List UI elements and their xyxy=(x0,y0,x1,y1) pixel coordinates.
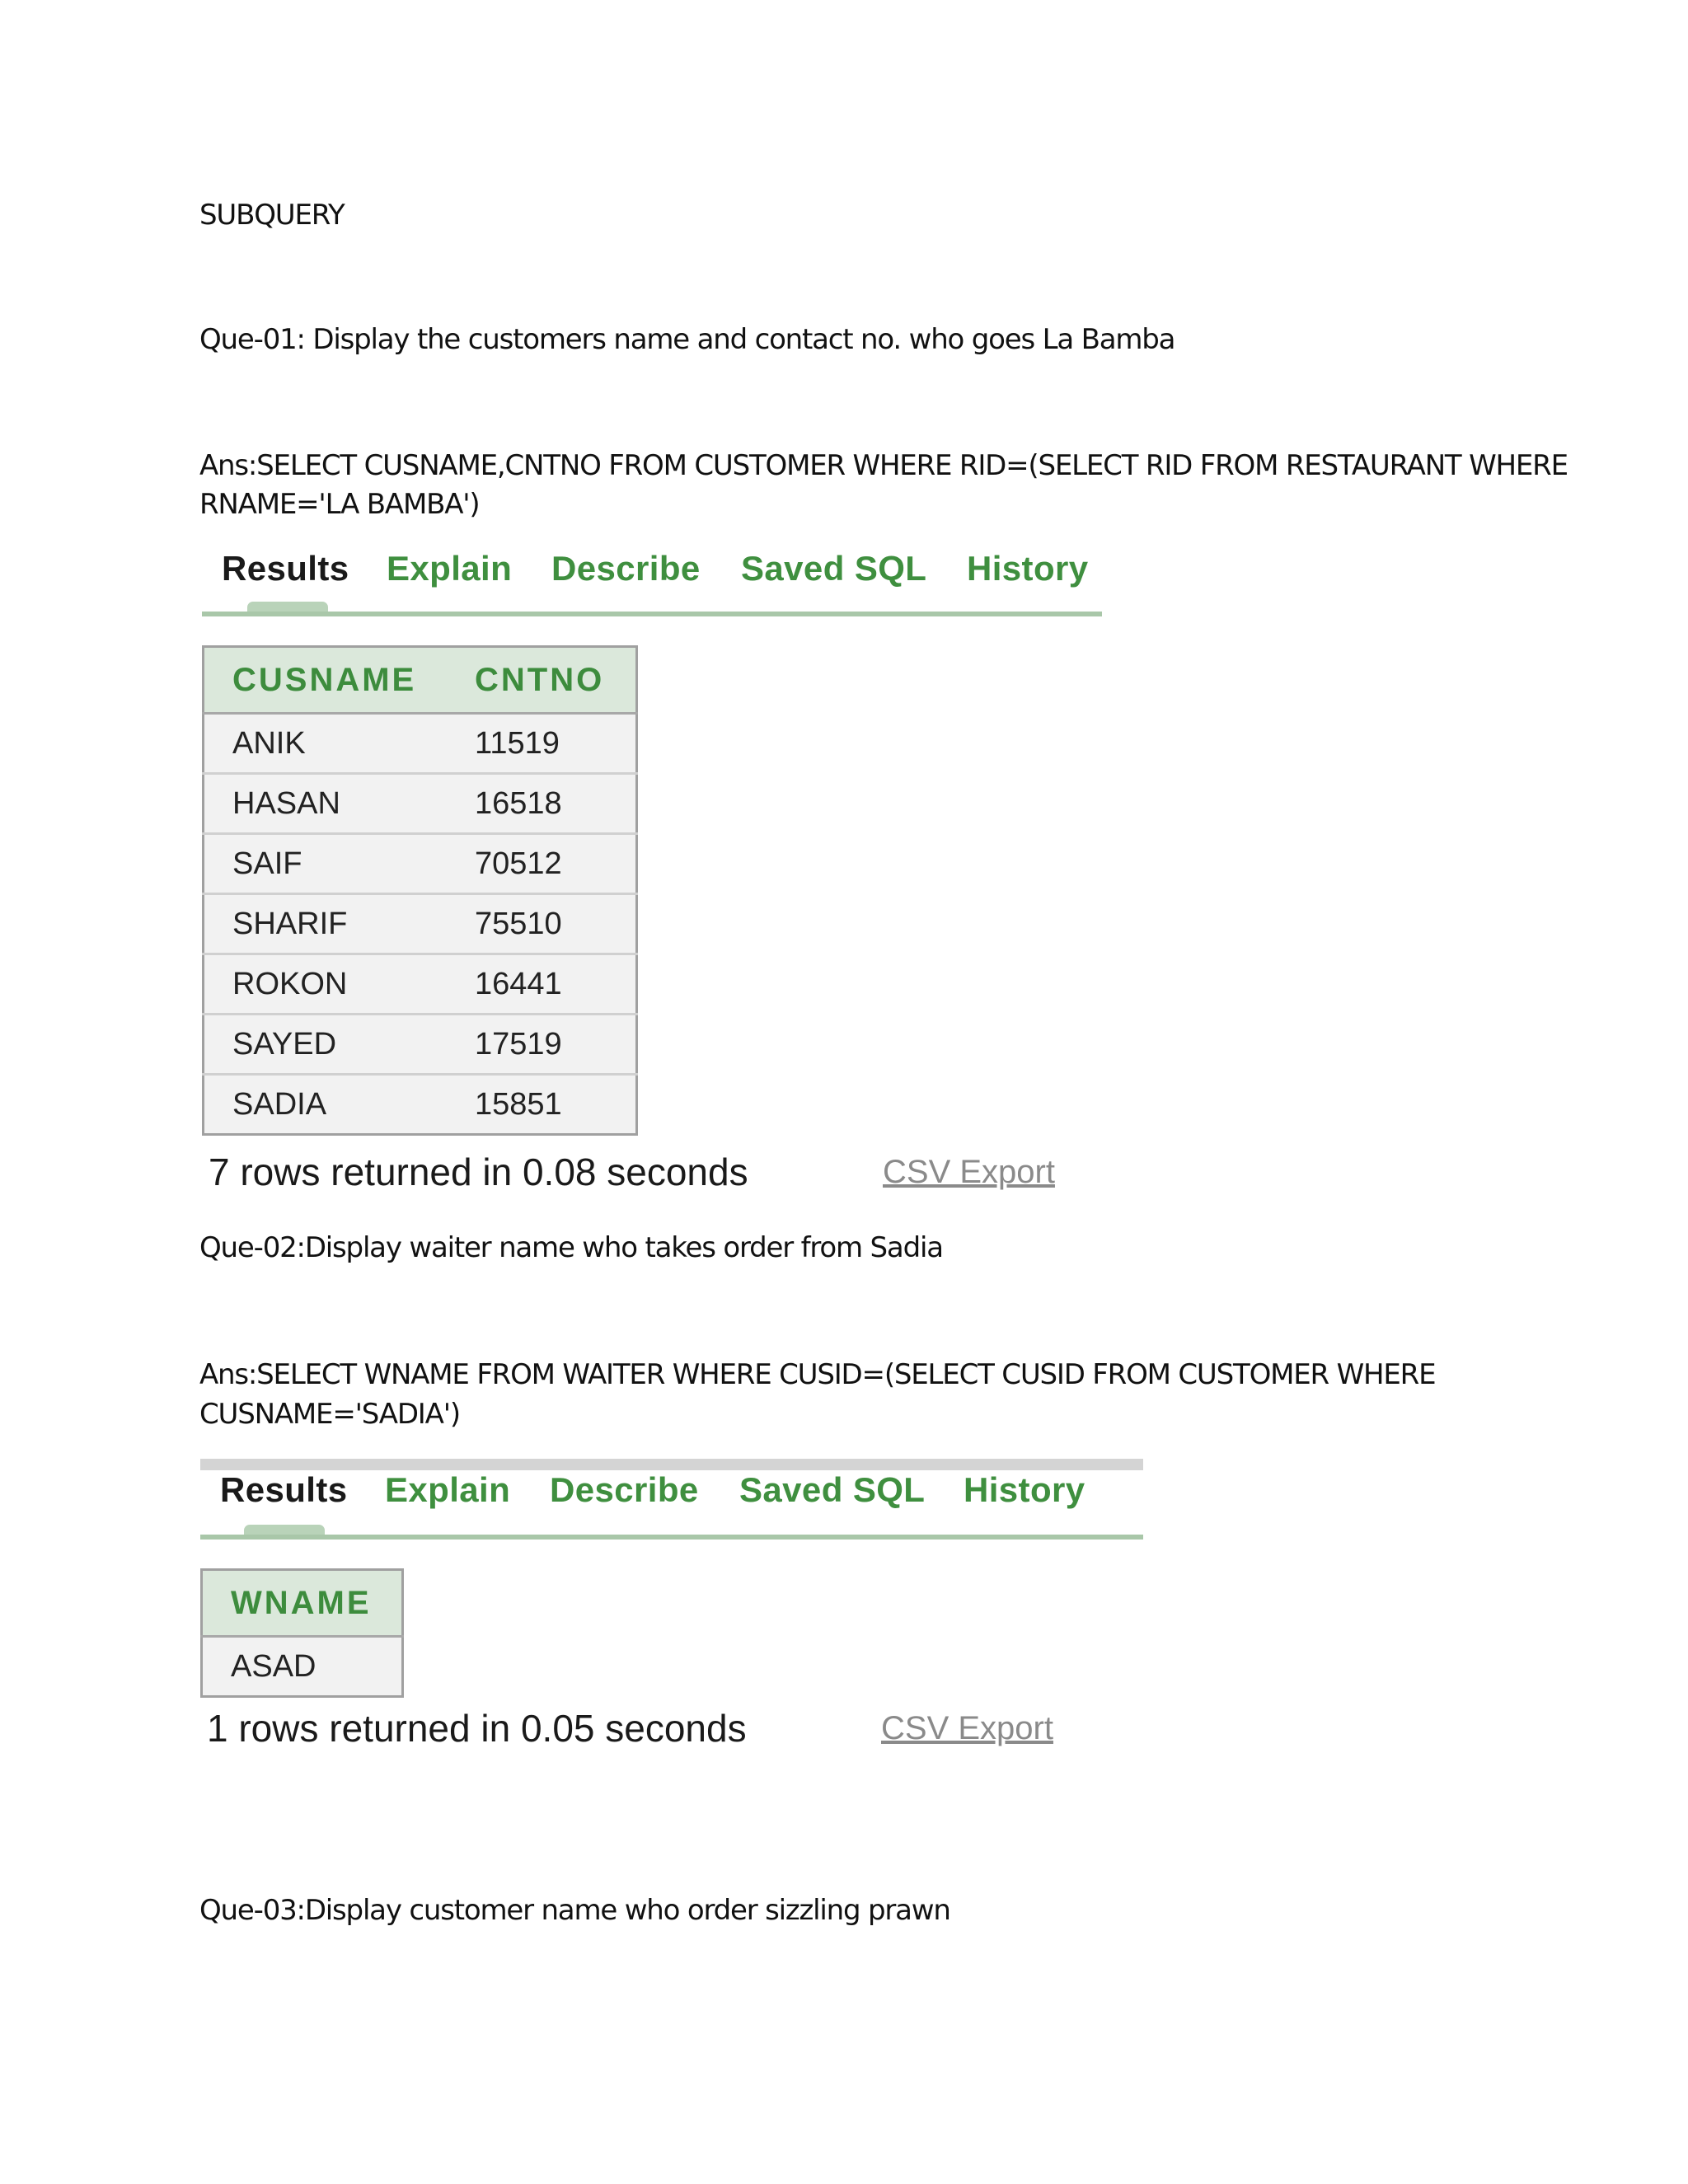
cell-cusname: ANIK xyxy=(204,714,448,774)
csv-export-link-1[interactable]: CSV Export xyxy=(883,1154,1055,1190)
result-tabs-2 xyxy=(200,1459,1143,1533)
cell-cusname: SHARIF xyxy=(204,894,448,954)
question-2: Que-02:Display waiter name who takes order from Sadia xyxy=(199,1231,943,1264)
cell-cusname: SAYED xyxy=(204,1015,448,1075)
tab-saved-sql[interactable]: Saved SQL xyxy=(739,1470,926,1509)
rows-returned-status-1: 7 rows returned in 0.08 seconds xyxy=(209,1151,748,1193)
column-header-cusname: CUSNAME xyxy=(204,647,448,714)
cell-cusname: SAIF xyxy=(204,834,448,894)
result-tabs-1 xyxy=(202,537,1102,612)
table-row xyxy=(204,1015,637,1075)
tab-results[interactable]: Results xyxy=(222,549,349,588)
table-header-row xyxy=(204,647,637,714)
results-table-2 xyxy=(200,1568,404,1698)
rows-returned-status-2: 1 rows returned in 0.05 seconds xyxy=(207,1707,747,1750)
tab-explain[interactable]: Explain xyxy=(385,1470,511,1509)
tab-history[interactable]: History xyxy=(967,549,1089,588)
tab-underline xyxy=(200,1535,1143,1540)
table-row xyxy=(204,954,637,1015)
cell-cntno: 11519 xyxy=(447,714,637,774)
question-3: Que-03:Display customer name who order sizzling prawn xyxy=(199,1894,950,1927)
column-header-wname: WNAME xyxy=(202,1570,403,1637)
cell-cusname: HASAN xyxy=(204,774,448,834)
cell-cntno: 70512 xyxy=(447,834,637,894)
cell-cntno: 16518 xyxy=(447,774,637,834)
tab-describe[interactable]: Describe xyxy=(551,549,701,588)
tab-saved-sql[interactable]: Saved SQL xyxy=(741,549,927,588)
tab-explain[interactable]: Explain xyxy=(387,549,513,588)
cell-wname: ASAD xyxy=(202,1637,403,1697)
answer-1-line-1: Ans:SELECT CUSNAME,CNTNO FROM CUSTOMER WHERE RID=(SELECT RID FROM RESTAURANT WHERE xyxy=(199,449,1568,482)
table-header-row xyxy=(202,1570,403,1637)
cell-cusname: SADIA xyxy=(204,1075,448,1135)
results-table-1 xyxy=(202,645,638,1136)
column-header-cntno: CNTNO xyxy=(447,647,637,714)
tab-history[interactable]: History xyxy=(964,1470,1085,1509)
tab-results[interactable]: Results xyxy=(220,1470,348,1509)
answer-2-line-2: CUSNAME='SADIA') xyxy=(199,1398,460,1431)
table-row xyxy=(204,834,637,894)
cell-cusname: ROKON xyxy=(204,954,448,1015)
table-row xyxy=(204,894,637,954)
answer-1-line-2: RNAME='LA BAMBA') xyxy=(199,488,480,521)
cell-cntno: 15851 xyxy=(447,1075,637,1135)
page-heading: SUBQUERY xyxy=(199,199,345,232)
question-1: Que-01: Display the customers name and contact no. who goes La Bamba xyxy=(199,323,1175,356)
cell-cntno: 75510 xyxy=(447,894,637,954)
panel-top-bar xyxy=(200,1459,1143,1470)
table-row xyxy=(202,1637,403,1697)
table-row xyxy=(204,1075,637,1135)
cell-cntno: 17519 xyxy=(447,1015,637,1075)
cell-cntno: 16441 xyxy=(447,954,637,1015)
tab-underline xyxy=(202,612,1102,616)
tab-describe[interactable]: Describe xyxy=(550,1470,699,1509)
answer-2-line-1: Ans:SELECT WNAME FROM WAITER WHERE CUSID=(SELECT CUSID FROM CUSTOMER WHERE xyxy=(199,1358,1436,1391)
csv-export-link-2[interactable]: CSV Export xyxy=(881,1710,1053,1746)
table-row xyxy=(204,774,637,834)
table-row xyxy=(204,714,637,774)
